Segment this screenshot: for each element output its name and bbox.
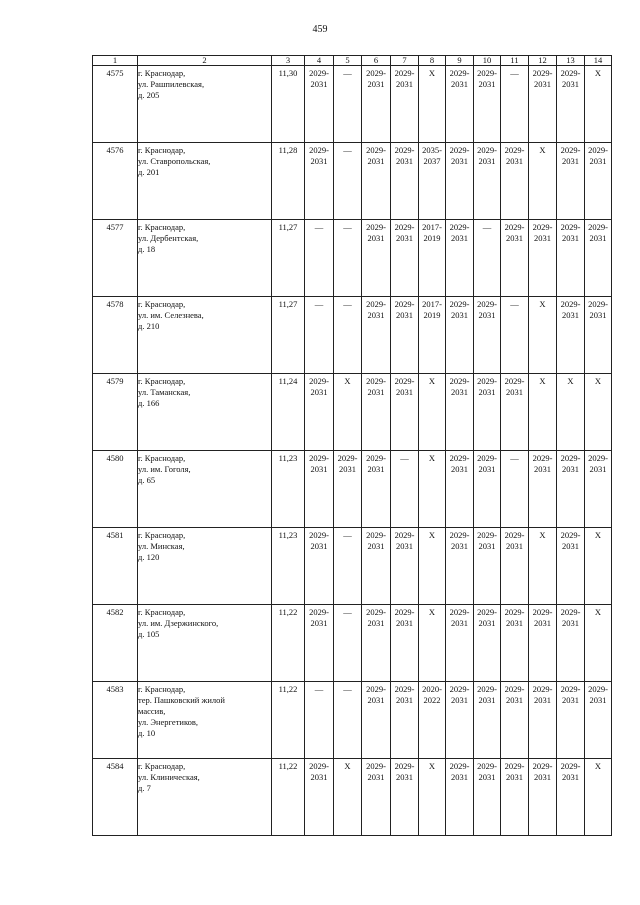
period-cell-col-10: — [474,220,501,297]
period-cell-col-7: 2029- 2031 [391,759,419,836]
column-header-14: 14 [585,56,612,66]
period-cell-col-14: Х [585,528,612,605]
period-cell-col-13: 2029- 2031 [557,297,585,374]
period-cell-col-6: 2029- 2031 [362,297,391,374]
period-cell-col-9: 2029- 2031 [446,451,474,528]
period-cell-col-13: 2029- 2031 [557,605,585,682]
period-cell-col-5: — [334,528,362,605]
period-cell-col-14: 2029- 2031 [585,682,612,759]
period-cell-col-11: 2029- 2031 [501,143,529,220]
period-cell-col-8: 2017- 2019 [419,297,446,374]
period-cell-col-8: Х [419,528,446,605]
period-cell-col-8: Х [419,374,446,451]
period-cell-col-11: — [501,451,529,528]
column-header-10: 10 [474,56,501,66]
row-number: 4576 [93,143,138,220]
period-cell-col-8: Х [419,451,446,528]
period-cell-col-9: 2029- 2031 [446,297,474,374]
address-cell: г. Краснодар, ул. Клиническая, д. 7 [138,759,272,836]
column-header-1: 1 [93,56,138,66]
period-cell-col-11: — [501,66,529,143]
period-cell-col-10: 2029- 2031 [474,528,501,605]
period-cell-col-8: 2035- 2037 [419,143,446,220]
period-cell-col-14: Х [585,66,612,143]
address-cell: г. Краснодар, ул. им. Селезнева, д. 210 [138,297,272,374]
value-cell: 11,24 [272,374,305,451]
period-cell-col-7: 2029- 2031 [391,143,419,220]
period-cell-col-13: 2029- 2031 [557,528,585,605]
period-cell-col-10: 2029- 2031 [474,605,501,682]
value-cell: 11,28 [272,143,305,220]
table-row [93,682,612,759]
period-cell-col-6: 2029- 2031 [362,528,391,605]
table-row [93,374,612,451]
period-cell-col-6: 2029- 2031 [362,143,391,220]
period-cell-col-12: 2029- 2031 [529,451,557,528]
period-cell-col-7: 2029- 2031 [391,374,419,451]
address-cell: г. Краснодар, ул. им. Гоголя, д. 65 [138,451,272,528]
period-cell-col-5: — [334,66,362,143]
period-cell-col-14: Х [585,759,612,836]
period-cell-col-11: 2029- 2031 [501,374,529,451]
period-cell-col-14: 2029- 2031 [585,220,612,297]
value-cell: 11,30 [272,66,305,143]
period-cell-col-9: 2029- 2031 [446,220,474,297]
period-cell-col-6: 2029- 2031 [362,451,391,528]
value-cell: 11,22 [272,759,305,836]
period-cell-col-9: 2029- 2031 [446,759,474,836]
period-cell-col-6: 2029- 2031 [362,374,391,451]
address-cell: г. Краснодар, ул. им. Дзержинского, д. 105 [138,605,272,682]
period-cell-col-14: 2029- 2031 [585,143,612,220]
period-cell-col-14: 2029- 2031 [585,297,612,374]
period-cell-col-7: 2029- 2031 [391,528,419,605]
column-header-5: 5 [334,56,362,66]
period-cell-col-8: 2017- 2019 [419,220,446,297]
period-cell-col-12: Х [529,297,557,374]
period-cell-col-10: 2029- 2031 [474,682,501,759]
column-header-13: 13 [557,56,585,66]
period-cell-col-4: — [305,297,334,374]
value-cell: 11,23 [272,451,305,528]
value-cell: 11,27 [272,220,305,297]
period-cell-col-12: Х [529,528,557,605]
period-cell-col-8: Х [419,605,446,682]
period-cell-col-14: Х [585,374,612,451]
registry-table [92,55,612,836]
address-cell: г. Краснодар, ул. Ставропольская, д. 201 [138,143,272,220]
period-cell-col-12: 2029- 2031 [529,66,557,143]
period-cell-col-8: Х [419,66,446,143]
table-header [93,56,612,66]
period-cell-col-13: 2029- 2031 [557,220,585,297]
table-row [93,297,612,374]
table-body [93,66,612,836]
value-cell: 11,27 [272,297,305,374]
value-cell: 11,22 [272,682,305,759]
row-number: 4584 [93,759,138,836]
table-row [93,143,612,220]
period-cell-col-7: 2029- 2031 [391,605,419,682]
period-cell-col-9: 2029- 2031 [446,528,474,605]
period-cell-col-5: — [334,143,362,220]
period-cell-col-5: — [334,605,362,682]
period-cell-col-4: — [305,220,334,297]
period-cell-col-4: 2029- 2031 [305,605,334,682]
address-cell: г. Краснодар, тер. Пашковский жилой массив, ул. Энергетиков, д. 10 [138,682,272,759]
period-cell-col-10: 2029- 2031 [474,143,501,220]
column-header-2: 2 [138,56,272,66]
period-cell-col-6: 2029- 2031 [362,759,391,836]
table-row [93,451,612,528]
column-header-4: 4 [305,56,334,66]
period-cell-col-14: Х [585,605,612,682]
period-cell-col-6: 2029- 2031 [362,66,391,143]
period-cell-col-7: 2029- 2031 [391,297,419,374]
period-cell-col-10: 2029- 2031 [474,374,501,451]
table-row [93,528,612,605]
period-cell-col-4: — [305,682,334,759]
column-header-11: 11 [501,56,529,66]
value-cell: 11,23 [272,528,305,605]
period-cell-col-11: — [501,297,529,374]
table-row [93,66,612,143]
period-cell-col-4: 2029- 2031 [305,374,334,451]
period-cell-col-7: 2029- 2031 [391,220,419,297]
period-cell-col-11: 2029- 2031 [501,220,529,297]
row-number: 4581 [93,528,138,605]
row-number: 4579 [93,374,138,451]
period-cell-col-6: 2029- 2031 [362,682,391,759]
row-number: 4578 [93,297,138,374]
period-cell-col-12: Х [529,374,557,451]
period-cell-col-12: 2029- 2031 [529,759,557,836]
period-cell-col-12: 2029- 2031 [529,220,557,297]
period-cell-col-13: 2029- 2031 [557,66,585,143]
row-number: 4577 [93,220,138,297]
period-cell-col-10: 2029- 2031 [474,66,501,143]
column-header-8: 8 [419,56,446,66]
address-cell: г. Краснодар, ул. Рашпилевская, д. 205 [138,66,272,143]
column-header-6: 6 [362,56,391,66]
period-cell-col-10: 2029- 2031 [474,451,501,528]
period-cell-col-13: Х [557,374,585,451]
period-cell-col-14: 2029- 2031 [585,451,612,528]
period-cell-col-4: 2029- 2031 [305,528,334,605]
period-cell-col-9: 2029- 2031 [446,682,474,759]
period-cell-col-5: — [334,220,362,297]
address-cell: г. Краснодар, ул. Таманская, д. 166 [138,374,272,451]
period-cell-col-7: — [391,451,419,528]
period-cell-col-9: 2029- 2031 [446,605,474,682]
period-cell-col-10: 2029- 2031 [474,297,501,374]
column-header-12: 12 [529,56,557,66]
row-number: 4583 [93,682,138,759]
period-cell-col-6: 2029- 2031 [362,220,391,297]
period-cell-col-9: 2029- 2031 [446,143,474,220]
period-cell-col-6: 2029- 2031 [362,605,391,682]
period-cell-col-11: 2029- 2031 [501,682,529,759]
period-cell-col-11: 2029- 2031 [501,528,529,605]
period-cell-col-9: 2029- 2031 [446,66,474,143]
address-cell: г. Краснодар, ул. Дербентская, д. 18 [138,220,272,297]
page-number: 459 [312,24,328,35]
column-header-3: 3 [272,56,305,66]
period-cell-col-7: 2029- 2031 [391,682,419,759]
period-cell-col-12: 2029- 2031 [529,605,557,682]
period-cell-col-10: 2029- 2031 [474,759,501,836]
column-header-9: 9 [446,56,474,66]
row-number: 4582 [93,605,138,682]
table-row [93,220,612,297]
period-cell-col-13: 2029- 2031 [557,759,585,836]
period-cell-col-12: 2029- 2031 [529,682,557,759]
period-cell-col-13: 2029- 2031 [557,451,585,528]
period-cell-col-5: 2029- 2031 [334,451,362,528]
table-row [93,759,612,836]
period-cell-col-5: — [334,682,362,759]
period-cell-col-5: Х [334,374,362,451]
table-row [93,605,612,682]
period-cell-col-4: 2029- 2031 [305,66,334,143]
period-cell-col-8: Х [419,759,446,836]
period-cell-col-12: Х [529,143,557,220]
header-row [93,56,612,66]
column-header-7: 7 [391,56,419,66]
period-cell-col-9: 2029- 2031 [446,374,474,451]
period-cell-col-8: 2020- 2022 [419,682,446,759]
address-cell: г. Краснодар, ул. Минская, д. 120 [138,528,272,605]
period-cell-col-4: 2029- 2031 [305,143,334,220]
period-cell-col-11: 2029- 2031 [501,759,529,836]
row-number: 4575 [93,66,138,143]
period-cell-col-5: Х [334,759,362,836]
period-cell-col-13: 2029- 2031 [557,143,585,220]
value-cell: 11,22 [272,605,305,682]
period-cell-col-4: 2029- 2031 [305,451,334,528]
period-cell-col-4: 2029- 2031 [305,759,334,836]
row-number: 4580 [93,451,138,528]
period-cell-col-13: 2029- 2031 [557,682,585,759]
period-cell-col-11: 2029- 2031 [501,605,529,682]
period-cell-col-7: 2029- 2031 [391,66,419,143]
period-cell-col-5: — [334,297,362,374]
